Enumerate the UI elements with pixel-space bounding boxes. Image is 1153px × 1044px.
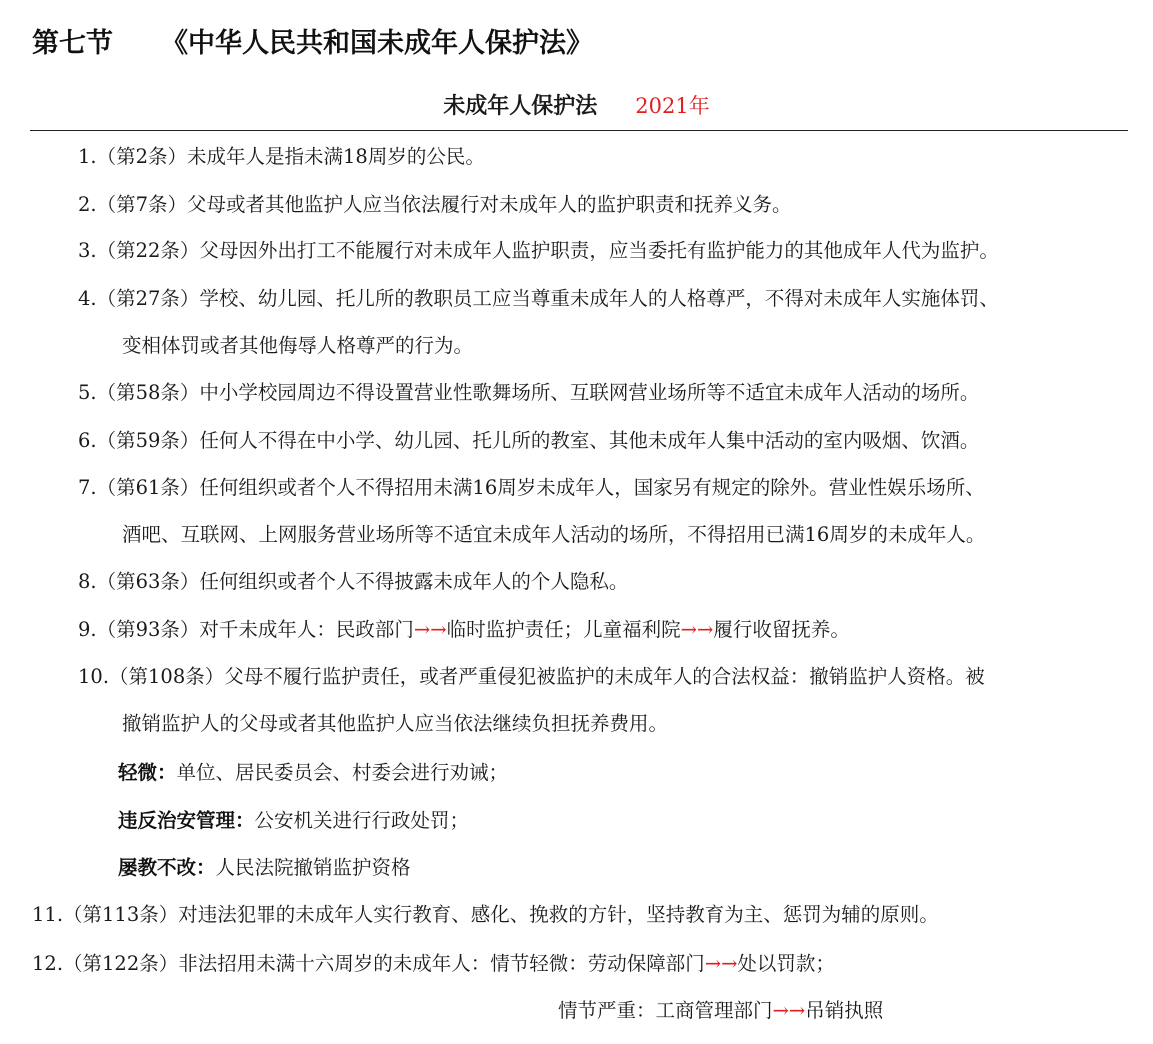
article-item-12-cont (558, 995, 883, 1027)
item-12-part-4: 吊销执照 (805, 999, 884, 1022)
article-item-7-cont: 酒吧、互联网、上网服务营业场所等不适宜未成年人活动的场所，不得招用已满16周岁的未成年人。 (122, 523, 986, 546)
sub-item-light-label: 轻微： (118, 761, 177, 784)
article-item-10-cont: 撤销监护人的父母或者其他监护人应当依法继续负担抚养费用。 (122, 712, 669, 735)
red-arrow-icon: →→ (704, 952, 738, 975)
sub-item-security (118, 805, 469, 837)
article-item-5: 5.（第58条）中小学校园周边不得设置营业性歌舞场所、互联网营业场所等不适宜未成年人活动的场所。 (78, 381, 980, 404)
red-arrow-icon: →→ (413, 618, 447, 641)
item-12-part-2: 处以罚款； (737, 952, 835, 975)
sub-item-light-text: 单位、居民委员会、村委会进行劝诫； (176, 761, 509, 784)
document-title-year: 2021年 (635, 94, 710, 118)
article-item-8: 8.（第63条）任何组织或者个人不得披露未成年人的个人隐私。 (78, 570, 629, 593)
sub-item-light (118, 757, 508, 789)
red-arrow-icon: →→ (772, 999, 806, 1022)
section-heading (32, 22, 593, 66)
item-9-part-1: 9.（第93条）对千未成年人：民政部门 (78, 618, 414, 641)
article-item-3: 3.（第22条）父母因外出打工不能履行对未成年人监护职责，应当委托有监护能力的其他成年人代为监护。 (78, 239, 999, 262)
item-12-part-1: 12.（第122条）非法招用未满十六周岁的未成年人：情节轻微：劳动保障部门 (32, 952, 705, 975)
article-item-2: 2.（第7条）父母或者其他监护人应当依法履行对未成年人的监护职责和抚养义务。 (78, 193, 792, 216)
article-item-1: 1.（第2条）未成年人是指未满18周岁的公民。 (78, 145, 485, 168)
document-title-main: 未成年人保护法 (443, 94, 598, 119)
article-item-10: 10.（第108条）父母不履行监护责任，或者严重侵犯被监护的未成年人的合法权益：撤销监护人资格。被 (78, 665, 985, 688)
article-item-6: 6.（第59条）任何人不得在中小学、幼儿园、托儿所的教室、其他未成年人集中活动的室内吸烟、饮酒。 (78, 429, 980, 452)
item-9-part-3: 履行收留抚养。 (713, 618, 850, 641)
article-item-12 (32, 948, 835, 980)
sub-item-repeat-text: 人民法院撤销监护资格 (215, 856, 411, 879)
item-12-part-3: 情节严重：工商管理部门 (558, 999, 773, 1022)
title-divider (30, 130, 1128, 131)
article-item-4-cont: 变相体罚或者其他侮辱人格尊严的行为。 (122, 334, 474, 357)
section-number: 第七节 (32, 28, 113, 59)
item-9-part-2: 临时监护责任；儿童福利院 (446, 618, 681, 641)
sub-item-security-text: 公安机关进行行政处罚； (254, 809, 470, 832)
document-title (0, 86, 1153, 127)
article-item-7: 7.（第61条）任何组织或者个人不得招用未满16周岁未成年人，国家另有规定的除外。营业性娱乐场所、 (78, 476, 985, 499)
article-item-4: 4.（第27条）学校、幼儿园、托儿所的教职员工应当尊重未成年人的人格尊严，不得对未成年人实施体罚、 (78, 287, 999, 310)
sub-item-repeat (118, 852, 411, 884)
article-item-9 (78, 614, 850, 646)
article-item-11: 11.（第113条）对违法犯罪的未成年人实行教育、感化、挽救的方针，坚持教育为主、惩罚为辅的原则。 (32, 903, 939, 926)
sub-item-security-label: 违反治安管理： (118, 809, 255, 832)
sub-item-repeat-label: 屡教不改： (118, 856, 216, 879)
law-title: 《中华人民共和国未成年人保护法》 (161, 28, 593, 59)
red-arrow-icon: →→ (680, 618, 714, 641)
